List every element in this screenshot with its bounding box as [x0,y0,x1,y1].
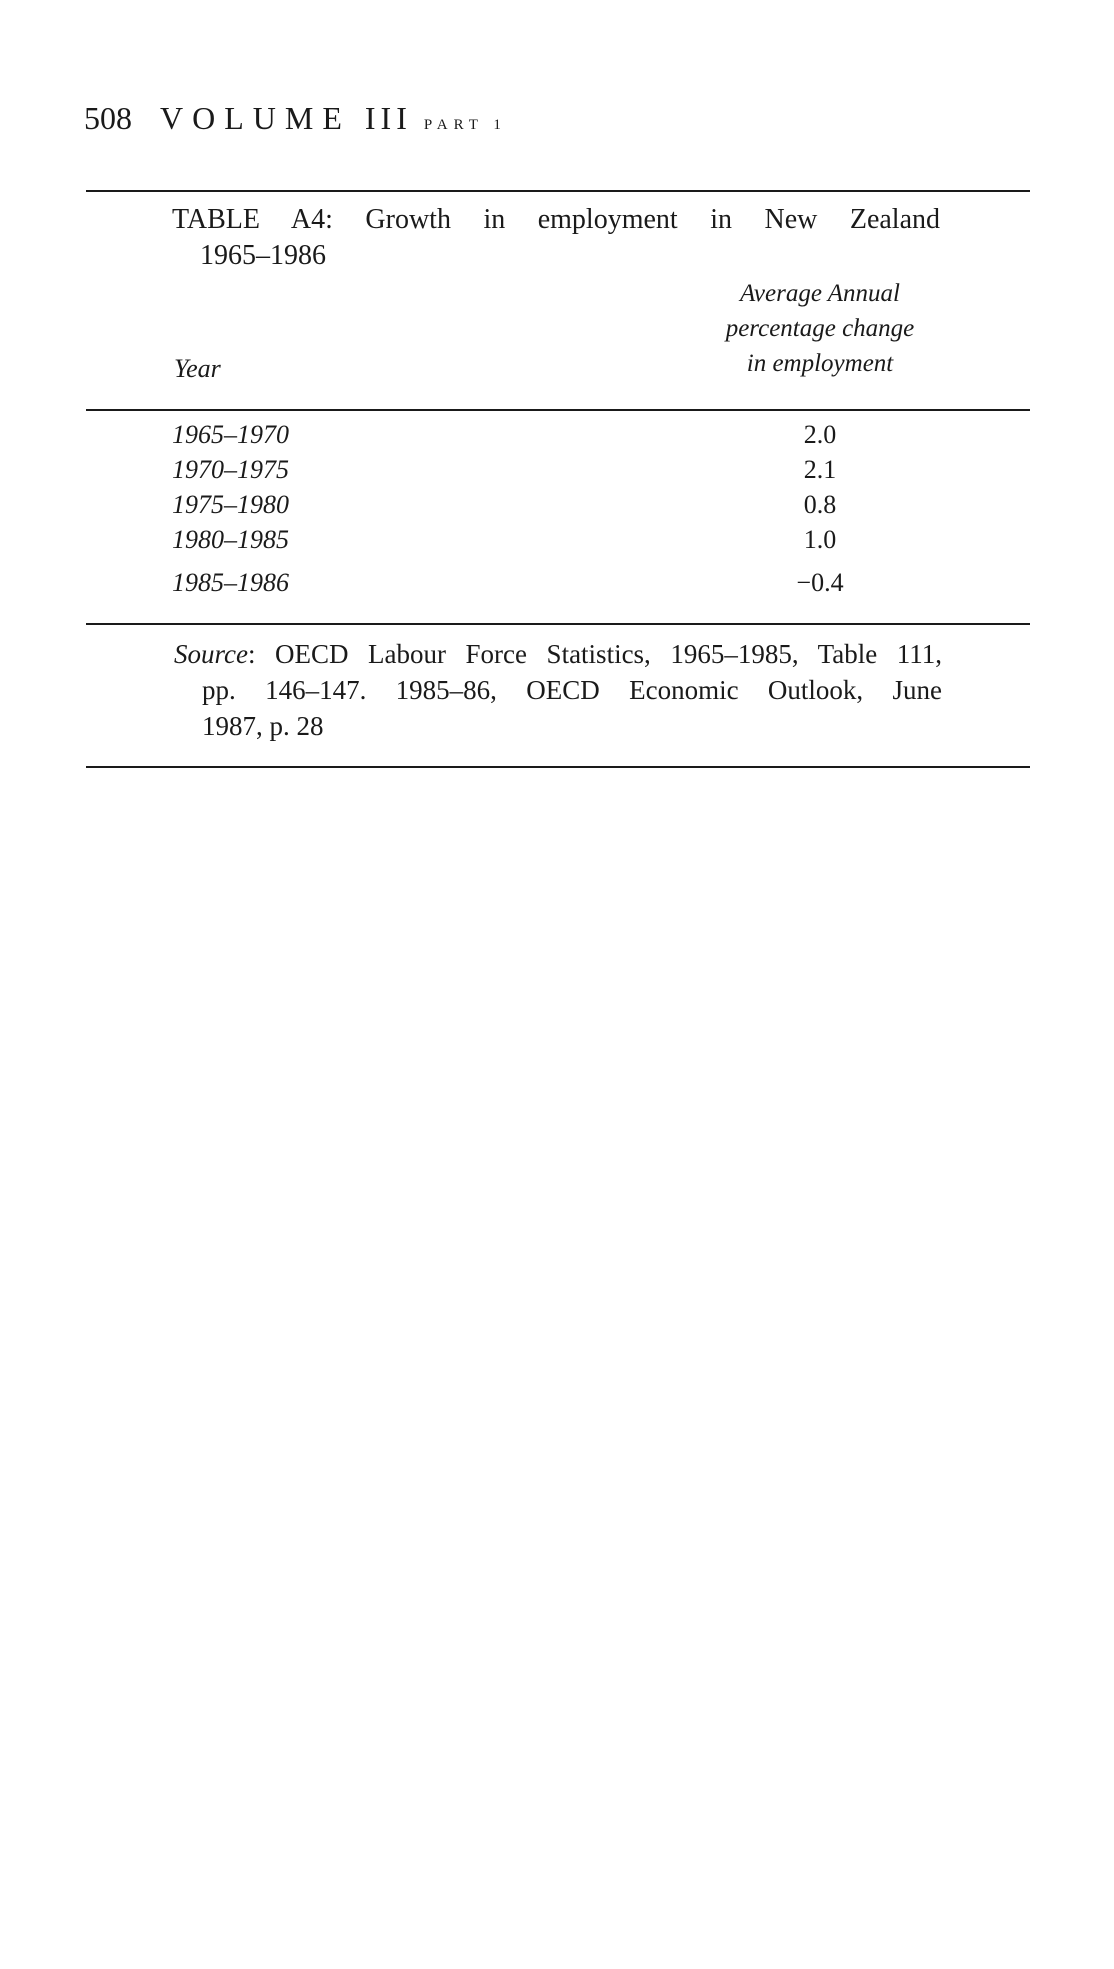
column-header-year: Year [174,354,221,383]
page-number: 508 [84,100,132,136]
year-cell: 1970–1975 [172,455,289,484]
body-bottom-rule [86,623,1030,625]
table-title-line2: 1965–1986 [200,240,326,271]
header-rule [86,409,1030,411]
year-cell: 1985–1986 [172,568,289,597]
column-header-change-line3: in employment [746,350,894,377]
source-line1-text: : OECD Labour Force Statistics, 1965–1985, Table 111, [247,639,942,669]
table-row [172,490,932,525]
source-note [174,636,942,744]
value-cell: 0.8 [803,490,837,519]
year-cell: 1980–1985 [172,525,289,554]
source-label: Source [174,639,248,669]
value-cell: −0.4 [796,568,844,597]
source-line2: pp. 146–147. 1985–86, OECD Economic Outlook, June [202,675,942,705]
value-cell: 2.1 [803,455,837,484]
volume-label: VOLUME [160,100,351,136]
volume-number: III [364,100,412,136]
value-cell: 1.0 [803,525,837,554]
table-body [172,420,932,603]
part-label: PART 1 [423,117,507,133]
table-row [172,568,932,603]
column-header-change-line2: percentage change [725,315,915,342]
source-line3: 1987, p. 28 [202,711,324,741]
table-row [172,525,932,560]
value-cell: 2.0 [803,420,837,449]
table-row [172,420,932,455]
table-row [172,455,932,490]
year-cell: 1975–1980 [172,490,289,519]
running-head [84,102,507,134]
table-title [172,202,940,274]
column-header-change-line1: Average Annual [740,280,900,307]
source-line1 [174,636,942,672]
table-title-line1: TABLE A4: Growth in employment in New Zealand [172,204,940,235]
table-top-rule [86,190,1030,192]
year-cell: 1965–1970 [172,420,289,449]
table-bottom-rule [86,766,1030,768]
column-header-change [690,276,950,381]
